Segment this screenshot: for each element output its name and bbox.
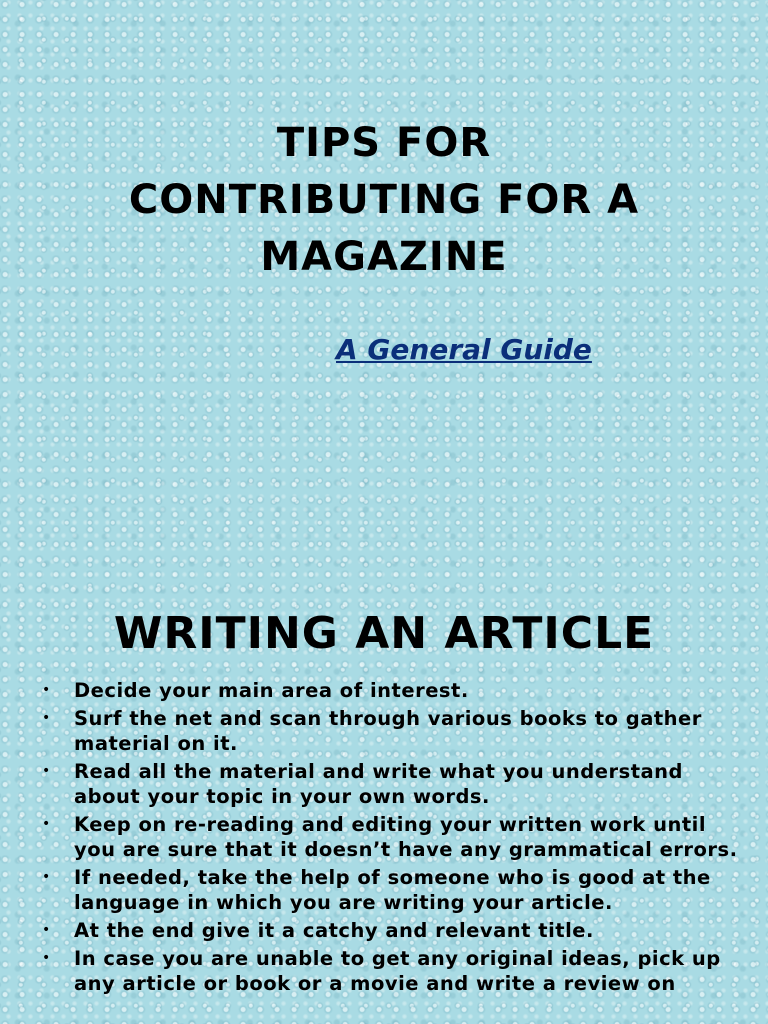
title-line-3: MAGAZINE [260, 234, 508, 280]
list-item [0, 946, 768, 996]
slide-writing-article [0, 512, 768, 1024]
list-item [0, 812, 768, 862]
list-item [0, 918, 768, 943]
bullet-icon: • [42, 950, 51, 966]
page-title [0, 115, 768, 286]
bullet-text: Decide your main area of interest. [74, 679, 469, 702]
bullet-text: If needed, take the help of someone who is good at the language in which you are writing your article. [74, 866, 711, 914]
bullet-text: Surf the net and scan through various books to gather material on it. [74, 707, 702, 755]
bullet-text: In case you are unable to get any original ideas, pick up any article or book or a movie and write a review on [74, 947, 721, 995]
title-line-2: CONTRIBUTING FOR A [128, 177, 640, 223]
list-item [0, 706, 768, 756]
bullet-text: Read all the material and write what you understand about your topic in your own words. [74, 760, 684, 808]
bullet-icon: • [42, 816, 51, 832]
bullet-icon: • [42, 763, 51, 779]
list-item [0, 865, 768, 915]
section-heading: WRITING AN ARTICLE [113, 608, 655, 659]
bullet-icon: • [42, 682, 51, 698]
bullet-icon: • [42, 710, 51, 726]
list-item [0, 678, 768, 703]
bullet-icon: • [42, 922, 51, 938]
bullet-text: Keep on re-reading and editing your written work until you are sure that it doesn’t have any grammatical errors. [74, 813, 738, 861]
list-item [0, 759, 768, 809]
title-line-1: TIPS FOR [276, 120, 492, 166]
subtitle: A General Guide [336, 333, 592, 366]
bullet-list [0, 678, 768, 999]
bullet-icon: • [42, 869, 51, 885]
bullet-text: At the end give it a catchy and relevant title. [74, 919, 594, 942]
